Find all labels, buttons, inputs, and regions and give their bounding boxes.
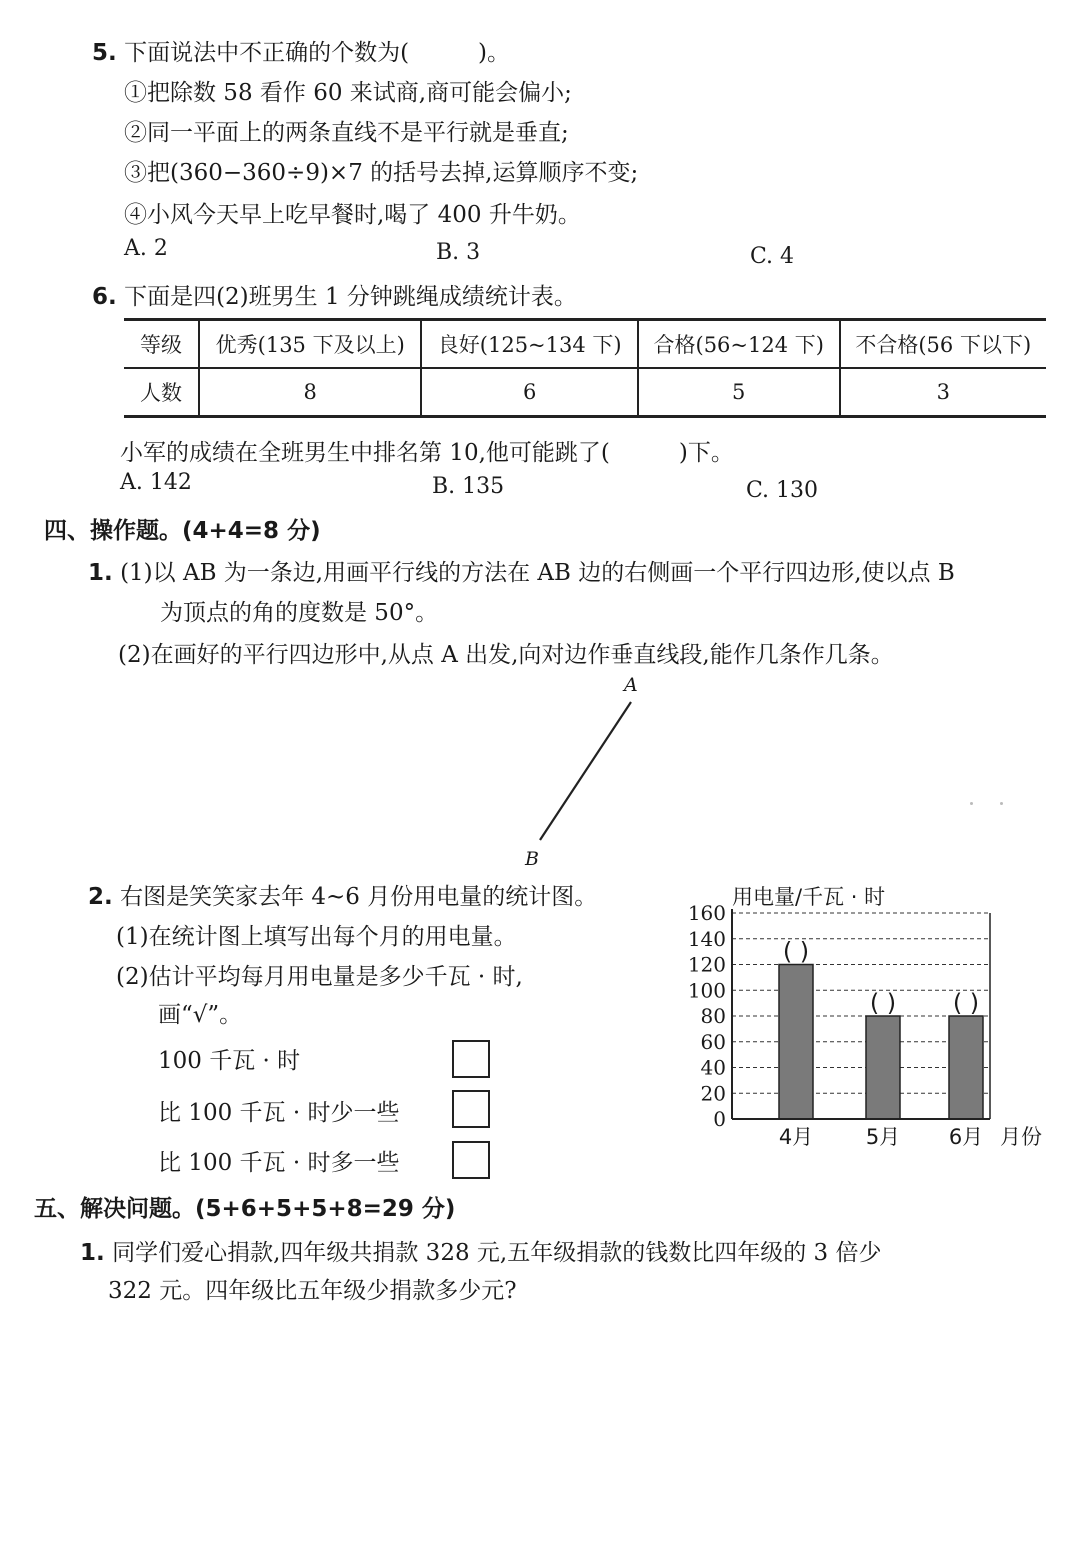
- q5-stem: 下面说法中不正确的个数为( )。: [124, 40, 511, 66]
- q5-item-2: ②同一平面上的两条直线不是平行就是垂直;: [124, 120, 569, 146]
- q5-option-b[interactable]: B. 3: [436, 240, 481, 265]
- table-cell: 不合格(56 下以下): [840, 320, 1046, 369]
- chart-y-tick-label: 120: [687, 952, 726, 977]
- chart-y-tick-label: 80: [700, 1004, 726, 1028]
- chart-y-tick-label: 20: [700, 1081, 726, 1106]
- choice-label-100: 100 千瓦 · 时: [158, 1048, 301, 1074]
- q5-item-3: ③把(360−360÷9)×7 的括号去掉,运算顺序不变;: [124, 160, 639, 186]
- chart-x-tick-label: 5月: [865, 1125, 901, 1149]
- table-cell: 优秀(135 下及以上): [199, 320, 421, 369]
- checkbox-less[interactable]: [452, 1090, 490, 1128]
- q6-option-a[interactable]: A. 142: [120, 470, 192, 495]
- s4-q1-part2: (2)在画好的平行四边形中,从点 A 出发,向对边作垂直线段,能作几条作几条。: [118, 642, 894, 668]
- table-cell: 合格(56~124 下): [638, 320, 840, 369]
- table-cell: 良好(125~134 下): [421, 320, 638, 369]
- q6-question: 小军的成绩在全班男生中排名第 10,他可能跳了( )下。: [120, 440, 734, 466]
- chart-bar: [779, 965, 813, 1120]
- table-cell: 等级: [124, 320, 199, 369]
- chart-x-ticks: [779, 1125, 983, 1149]
- chart-y-tick-label: 40: [700, 1055, 726, 1080]
- s4-q2-part2-line2: 画“√”。: [158, 1002, 243, 1028]
- chart-ylabel: 用电量/千瓦 · 时: [732, 885, 886, 909]
- s4-q2-stem-line: [88, 878, 597, 911]
- s4-q1-part1-line1: (1)以 AB 为一条边,用画平行线的方法在 AB 边的右侧画一个平行四边形,使以点 B: [120, 560, 955, 586]
- q5-number: 5.: [92, 40, 117, 66]
- s4-q2-number: 2.: [88, 884, 113, 910]
- chart-y-tick-label: 100: [687, 978, 726, 1003]
- scan-speck: [970, 802, 973, 805]
- chart-value-placeholder[interactable]: ( ): [952, 989, 980, 1017]
- section5-title: 五、解决问题。(5+6+5+5+8=29 分): [34, 1196, 456, 1222]
- s4-q2-part1: (1)在统计图上填写出每个月的用电量。: [116, 924, 517, 950]
- q5-item-1: ①把除数 58 看作 60 来试商,商可能会偏小;: [124, 80, 572, 106]
- table-cell: 6: [421, 368, 638, 417]
- s4-q1-line1: [88, 554, 955, 587]
- scan-speck: [1000, 802, 1003, 805]
- chart-value-placeholder[interactable]: ( ): [782, 937, 810, 966]
- q6-number: 6.: [92, 284, 117, 310]
- table-header-row: [124, 320, 1046, 369]
- chart-value-placeholder[interactable]: ( ): [869, 989, 897, 1017]
- chart-bar: [949, 1016, 983, 1119]
- q6-option-b[interactable]: B. 135: [432, 474, 505, 499]
- table-row: [124, 368, 1046, 417]
- q6-stem: 下面是四(2)班男生 1 分钟跳绳成绩统计表。: [124, 284, 577, 310]
- q6-stem-line: [92, 278, 577, 311]
- s5-q1-number: 1.: [80, 1240, 105, 1266]
- choice-label-less: 比 100 千瓦 · 时少一些: [158, 1100, 400, 1126]
- q5-option-c[interactable]: C. 4: [750, 244, 795, 269]
- q5-item-4: ④小风今天早上吃早餐时,喝了 400 升牛奶。: [124, 202, 581, 228]
- q5-option-a[interactable]: A. 2: [124, 236, 168, 261]
- chart-x-tick-label: 6月: [948, 1125, 984, 1149]
- chart-x-tick-label: 4月: [778, 1125, 814, 1149]
- s5-q1-line1-wrap: [80, 1234, 881, 1267]
- point-a-label: A: [624, 674, 638, 696]
- table-cell: 8: [199, 368, 421, 417]
- jump-rope-stat-table: [124, 318, 1046, 418]
- chart-y-ticks: [688, 901, 726, 1131]
- table-cell: 人数: [124, 368, 199, 417]
- s4-q1-number: 1.: [88, 560, 113, 586]
- section4-title: 四、操作题。(4+4=8 分): [44, 518, 321, 544]
- q5-stem-line: [92, 34, 510, 67]
- chart-y-tick-label: 60: [700, 1029, 726, 1054]
- chart-xlabel: 月份: [1000, 1125, 1042, 1149]
- chart-bar: [866, 1016, 900, 1119]
- segment-ab-drawing[interactable]: [500, 670, 660, 870]
- point-b-label: B: [525, 848, 539, 870]
- s4-q1-part1-line2: 为顶点的角的度数是 50°。: [160, 600, 439, 626]
- checkbox-more[interactable]: [452, 1141, 490, 1179]
- chart-y-tick-label: 140: [687, 926, 726, 951]
- s4-q2-part2-line1: (2)估计平均每月用电量是多少千瓦 · 时,: [116, 964, 523, 990]
- chart-y-tick-label: 160: [687, 901, 726, 925]
- table-cell: 3: [840, 368, 1046, 417]
- choice-label-more: 比 100 千瓦 · 时多一些: [158, 1150, 400, 1176]
- table-cell: 5: [638, 368, 840, 417]
- s5-q1-line1: 同学们爱心捐款,四年级共捐款 328 元,五年级捐款的钱数比四年级的 3 倍少: [112, 1240, 882, 1266]
- q6-option-c[interactable]: C. 130: [746, 478, 819, 503]
- segment-ab[interactable]: [540, 702, 631, 840]
- chart-bars: [779, 965, 983, 1120]
- s5-q1-line2: 322 元。四年级比五年级少捐款多少元?: [108, 1278, 517, 1304]
- electricity-bar-chart: [670, 876, 1060, 1156]
- chart-y-tick-label: 0: [713, 1107, 726, 1131]
- s4-q2-stem: 右图是笑笑家去年 4~6 月份用电量的统计图。: [120, 884, 598, 910]
- checkbox-100[interactable]: [452, 1040, 490, 1078]
